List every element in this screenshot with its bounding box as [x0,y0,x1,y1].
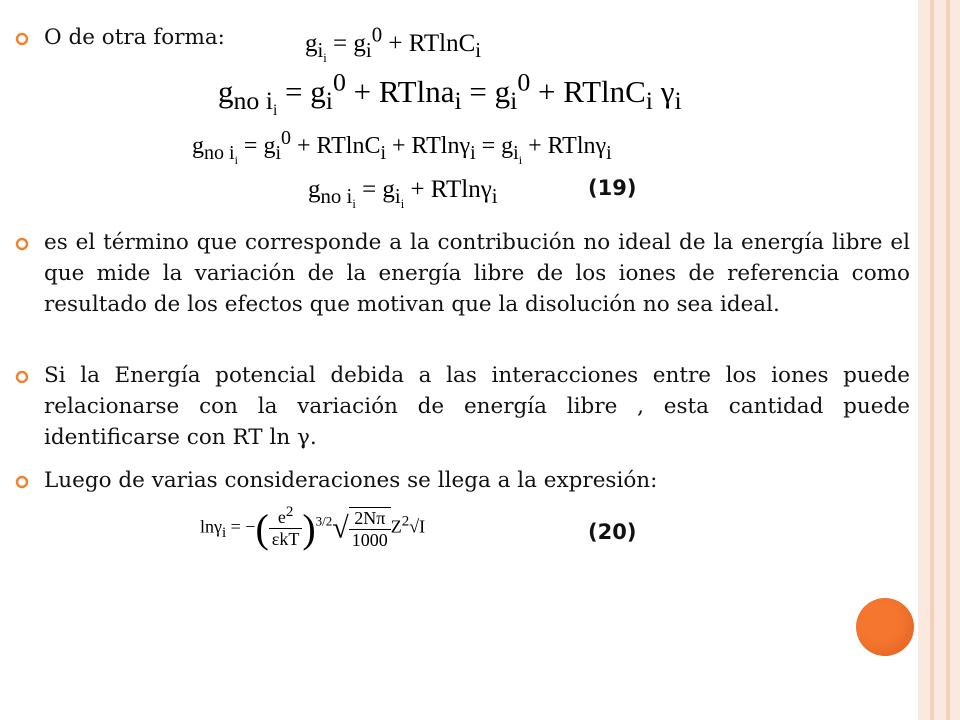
equation-a: $g_{i_i} = g_i^0 + RTlnC_i$ [305,22,482,66]
intro-text: O de otra forma: [44,25,225,50]
ring-bullet-icon [15,475,29,489]
equation-20-label: (20) [588,520,637,544]
paragraph-3: Luego de varias consideraciones se llega a la expresión: [44,468,658,493]
side-strip-line-2 [946,0,950,720]
ring-bullet-icon [15,32,29,46]
equation-19-label: (19) [588,176,637,200]
ring-bullet-icon [15,370,29,384]
side-strip [918,0,960,720]
side-strip-line-1 [930,0,934,720]
orange-circle-decoration [856,598,914,656]
equation-20: lnγ$_i$ = −( $\frac{e^2}{\text{εkT}}$ )$^{3/2}$√ $\frac{2N\pi}{1000}$ $Z^2√I$ [200,504,426,551]
paragraph-1: es el término que corresponde a la contribución no ideal de la energía libre el que mide la variación de la energía libre de los iones de referencia como resultado de los efectos que motivan que la disolución no sea ideal. [44,230,910,317]
equation-b: $g_{no i_i} = g_i^0 + RTlna_i = g_i^0 + RTlnC_i$ $\gamma_i$ [218,67,682,120]
equation-19: $g_{no i_i} = g_{i_i} + RTln\gamma_i$ [308,176,498,212]
equation-c: $g_{no i_i} = g_i^0 + RTlnC_i + RTln\gamma_i = g_{i_i} + RTln\gamma_i$ [192,127,612,167]
paragraph-2: Si la Energía potencial debida a las interacciones entre los iones puede relacionarse con la variación de energía libre , esta cantidad puede identificarse con RT ln γ. [44,363,910,450]
ring-bullet-icon [15,237,29,251]
